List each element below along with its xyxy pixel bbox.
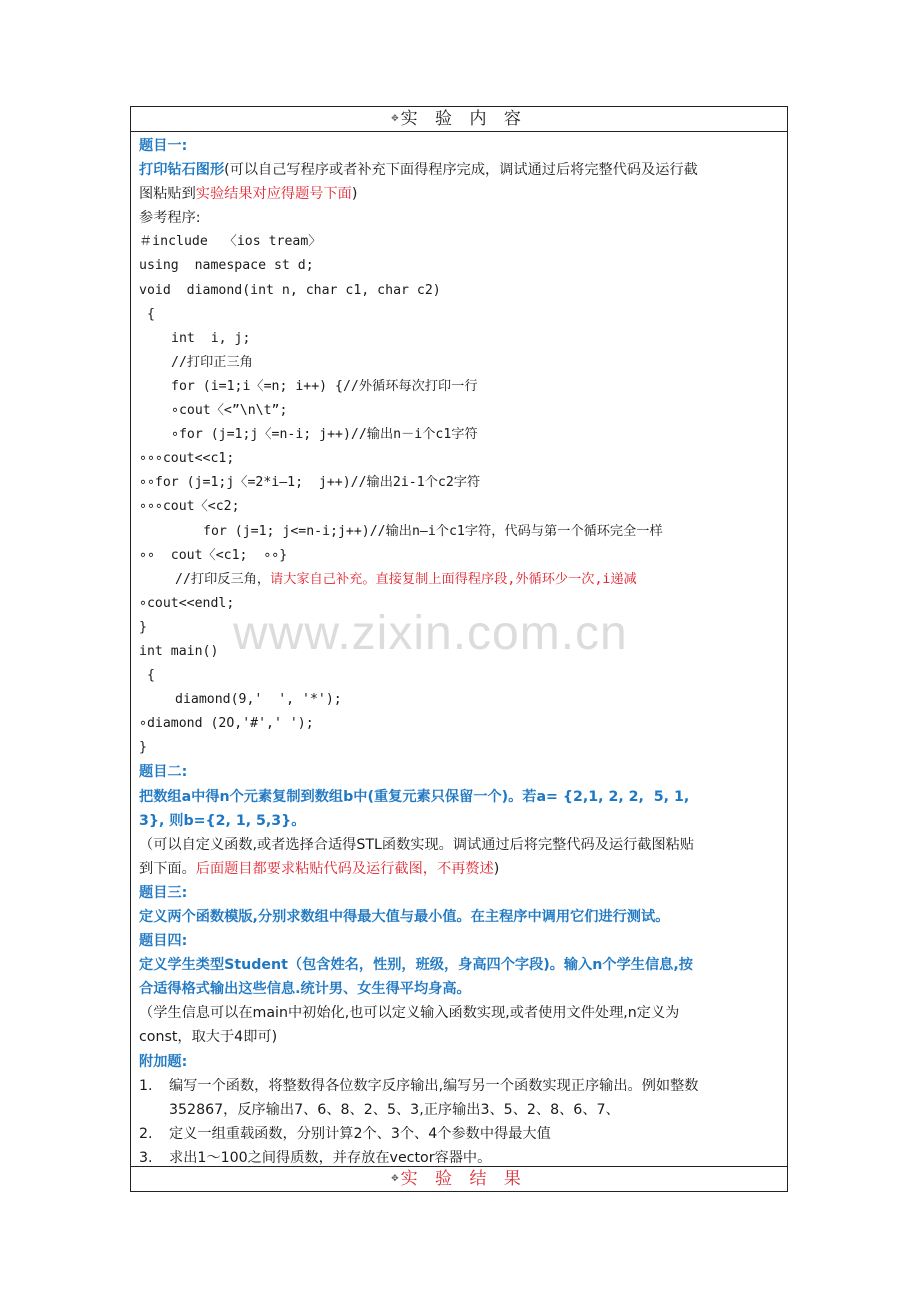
- list-number: 2.: [139, 1125, 153, 1142]
- code-line-6: //打印正三角: [171, 354, 253, 370]
- code-line-16: ∘cout<<endl;: [139, 595, 235, 611]
- q2-desc: 到下面。: [139, 860, 196, 877]
- q4-line4: const，取大于4即可): [139, 1029, 278, 1046]
- code-line-3: void diamond(int n, char c1, char c2): [139, 282, 441, 298]
- q4-line3: （学生信息可以在main中初始化,也可以定义输入函数实现,或者使用文件处理,n定义为: [139, 1005, 680, 1022]
- code-line-17: }: [139, 619, 147, 635]
- q1-desc: (可以自己写程序或者补充下面得程序完成，调试通过后将完整代码及运行截: [224, 162, 698, 179]
- code-line-19: {: [139, 668, 155, 684]
- q2-line1: 把数组a中得n个元素复制到数组b中(重复元素只保留一个)。若a= {2,1, 2, 2, 5, 1,: [139, 788, 690, 805]
- code-line-7: for (i=1;i〈=n; i++) {//外循环每次打印一行: [171, 378, 478, 394]
- list-number: 3.: [139, 1149, 153, 1166]
- header-title: 实 验 内 容: [400, 109, 527, 129]
- q2-line2: 3}, 则b={2, 1, 5,3}。: [139, 812, 306, 829]
- q1-desc-end: ): [351, 186, 358, 203]
- move-handle-icon: ✥: [391, 114, 399, 124]
- code-line-22: }: [139, 740, 147, 756]
- list-text: 编写一个函数，将整数得各位数字反序输出,编写另一个函数实现正序输出。例如整数: [169, 1077, 699, 1094]
- q1-desc-cont: 图粘贴到: [139, 186, 196, 203]
- code-line-8: ∘cout〈<”\n\t”;: [171, 403, 288, 419]
- code-line-11: ∘∘for (j=1;j〈=2*i—1; j++)//输出2i-1个c2字符: [139, 475, 481, 491]
- header-bar: [131, 107, 787, 132]
- move-handle-icon: ✥: [391, 1174, 399, 1184]
- code-line-20: diamond(9,' ', '*');: [175, 692, 342, 708]
- extra-title: 附加题:: [139, 1053, 188, 1070]
- q4-line1: 定义学生类型Student（包含姓名，性别，班级，身高四个字段)。输入n个学生信息,按: [139, 957, 693, 974]
- code-line-12: ∘∘∘cout〈<c2;: [139, 499, 240, 515]
- q2-title: 题目二:: [139, 764, 188, 781]
- code-line-5: int i, j;: [171, 330, 251, 346]
- ref-label: 参考程序:: [139, 210, 201, 227]
- code-line-21: ∘diamond (2O,'#',' ');: [139, 716, 314, 732]
- code-comment: //打印反三角，: [175, 571, 271, 587]
- list-text: 求出1～100之间得质数，并存放在vector容器中。: [169, 1149, 492, 1166]
- q1-heading: 打印钻石图形: [139, 162, 225, 179]
- code-line-15: [139, 568, 781, 592]
- q1-line1: [139, 158, 781, 182]
- list-item: [139, 1074, 781, 1098]
- list-text: 定义一组重载函数，分别计算2个、3个、4个参数中得最大值: [169, 1125, 551, 1142]
- q1-line2: [139, 182, 781, 206]
- code-line-1: ＃include 〈ios tream〉: [139, 234, 322, 250]
- q2-line3: （可以自定义函数,或者选择合适得STL函数实现。调试通过后将完整代码及运行截图粘贴: [139, 836, 695, 853]
- code-line-13: for (j=1; j<=n-i;j++)//输出n—i个c1字符，代码与第一个循环完全一样: [203, 523, 663, 539]
- q3-title: 题目三:: [139, 884, 188, 901]
- q4-title: 题目四:: [139, 933, 188, 950]
- q2-desc-end: ): [493, 860, 500, 877]
- q1-red-note: 实验结果对应得题号下面: [195, 186, 352, 203]
- code-line-4: {: [139, 306, 155, 322]
- watermark: www.zixin.com.cn: [233, 607, 628, 660]
- q3-line1: 定义两个函数模版,分别求数组中得最大值与最小值。在主程序中调用它们进行测试。: [139, 909, 670, 925]
- footer-bar: [131, 1166, 787, 1191]
- list-item: [139, 1122, 781, 1146]
- footer-title: 实 验 结 果: [400, 1169, 527, 1189]
- list-item-cont: 352867，反序输出7、6、8、2、5、3,正序输出3、5、2、8、6、7、: [169, 1101, 620, 1118]
- code-line-14: ∘∘ cout〈<c1; ∘∘}: [139, 547, 288, 563]
- code-line-9: ∘for (j=1;j〈=n-i; j++)//输出n－i个c1字符: [171, 427, 478, 443]
- q2-red-note: 后面题目都要求粘贴代码及运行截图，不再赘述: [195, 860, 494, 877]
- code-red-note: 请大家自己补充。直接复制上面得程序段,外循环少一次,i递减: [270, 571, 637, 587]
- q2-line4: [139, 857, 781, 881]
- q1-title: 题目一:: [139, 138, 188, 154]
- code-line-18: int main(): [139, 643, 219, 659]
- q4-line2: 合适得格式输出这些信息.统计男、女生得平均身高。: [139, 981, 471, 998]
- list-number: 1.: [139, 1077, 153, 1094]
- code-line-2: using namespace st d;: [139, 258, 314, 274]
- code-line-10: ∘∘∘cout<<c1;: [139, 451, 235, 467]
